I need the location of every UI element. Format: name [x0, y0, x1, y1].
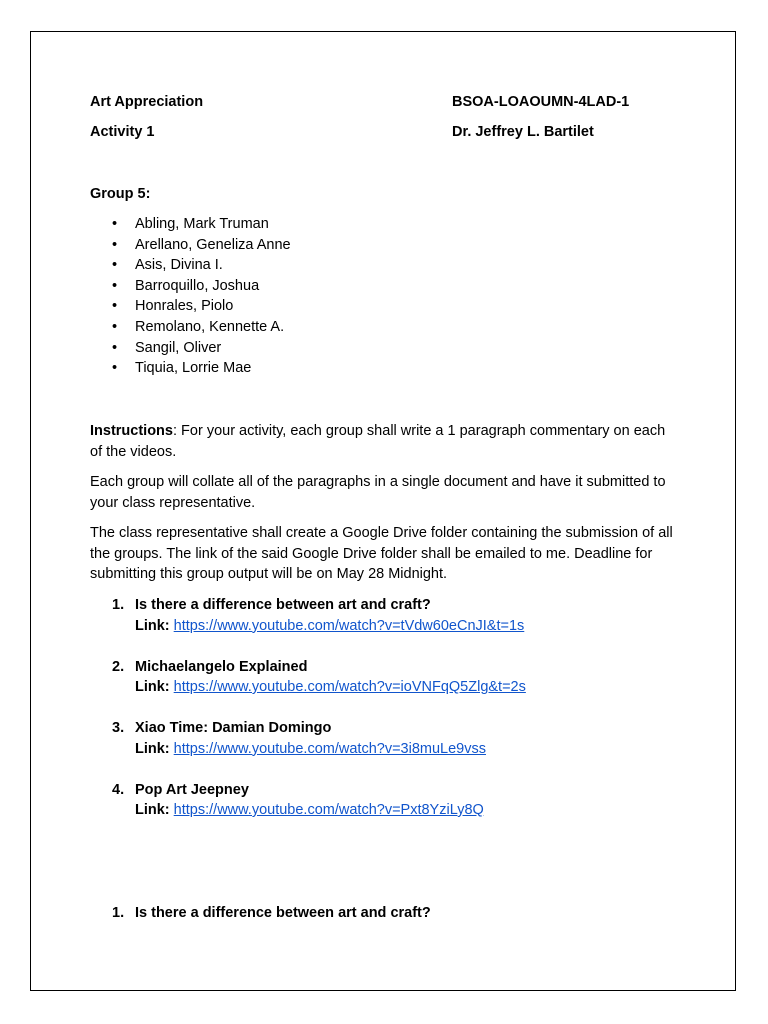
answer-number: 1. [112, 905, 125, 921]
group-title: Group 5: [90, 186, 151, 202]
bullet-icon: • [112, 216, 118, 232]
member-name: Tiquia, Lorrie Mae [135, 360, 252, 377]
bullet-icon: • [112, 298, 118, 315]
bullet-icon: • [112, 360, 118, 377]
video-task-item [90, 657, 690, 698]
member-item [90, 255, 291, 276]
member-item [90, 214, 291, 235]
task-title: Is there a difference between art and craft? [135, 597, 431, 613]
drive-paragraph: The class representative shall create a Google Drive folder containing the submission of all the groups. The link of the said Google Drive folder shall be emailed to me. Deadline for submitting this group output will be on May 28 Midnight. [90, 525, 673, 582]
video-task-item [90, 780, 690, 821]
member-name: Asis, Divina I. [135, 257, 223, 274]
member-item [90, 235, 291, 256]
task-number: 2. [112, 658, 125, 675]
member-name: Arellano, Geneliza Anne [135, 236, 291, 253]
bullet-icon: • [112, 318, 118, 335]
section-code: BSOA-LOAOUMN-4LAD-1 [452, 94, 630, 110]
video-task-item [90, 718, 690, 759]
task-title: Xiao Time: Damian Domingo [135, 720, 332, 736]
instructions-paragraph [90, 421, 680, 462]
task-title: Michaelangelo Explained [135, 658, 308, 675]
answer-question-heading [90, 903, 431, 924]
member-name: Remolano, Kennette A. [135, 318, 285, 335]
member-name: Abling, Mark Truman [135, 216, 269, 232]
link-label: Link: [135, 802, 170, 818]
instructions-text: : For your activity, each group shall write a 1 paragraph commentary on each of the videos. [90, 423, 666, 460]
member-name: Sangil, Oliver [135, 339, 222, 356]
video-task-list [90, 595, 690, 841]
course-title: Art Appreciation [90, 94, 204, 110]
task-number: 4. [112, 781, 125, 798]
collate-paragraph: Each group will collate all of the paragraphs in a single document and have it submitted to your class representative. [90, 474, 666, 511]
member-item [90, 276, 291, 297]
bullet-icon: • [112, 257, 118, 274]
answer-title: Is there a difference between art and craft? [135, 905, 431, 921]
task-number: 3. [112, 720, 125, 736]
instructor-name: Dr. Jeffrey L. Bartilet [452, 124, 594, 140]
member-item [90, 338, 291, 359]
video-link[interactable]: https://www.youtube.com/watch?v=3i8muLe9vss [173, 740, 486, 757]
member-item [90, 358, 291, 379]
member-list [90, 214, 291, 379]
video-link[interactable]: https://www.youtube.com/watch?v=Pxt8YziLy8Q [173, 802, 484, 818]
video-link[interactable]: https://www.youtube.com/watch?v=ioVNFqQ5Zlg&t=2s [173, 679, 526, 695]
video-task-item [90, 595, 690, 636]
member-name: Honrales, Piolo [135, 298, 234, 315]
activity-title: Activity 1 [90, 124, 155, 140]
member-name: Barroquillo, Joshua [135, 277, 260, 294]
link-label: Link: [135, 679, 170, 695]
link-label: Link: [135, 617, 170, 634]
task-title: Pop Art Jeepney [135, 781, 249, 798]
bullet-icon: • [112, 277, 118, 294]
instructions-label: Instructions [90, 423, 173, 439]
bullet-icon: • [112, 339, 118, 356]
task-number: 1. [112, 597, 125, 613]
link-label: Link: [135, 740, 170, 757]
member-item [90, 317, 291, 338]
bullet-icon: • [112, 236, 118, 253]
member-item [90, 296, 291, 317]
video-link[interactable]: https://www.youtube.com/watch?v=tVdw60eCnJI&t=1s [173, 617, 525, 634]
